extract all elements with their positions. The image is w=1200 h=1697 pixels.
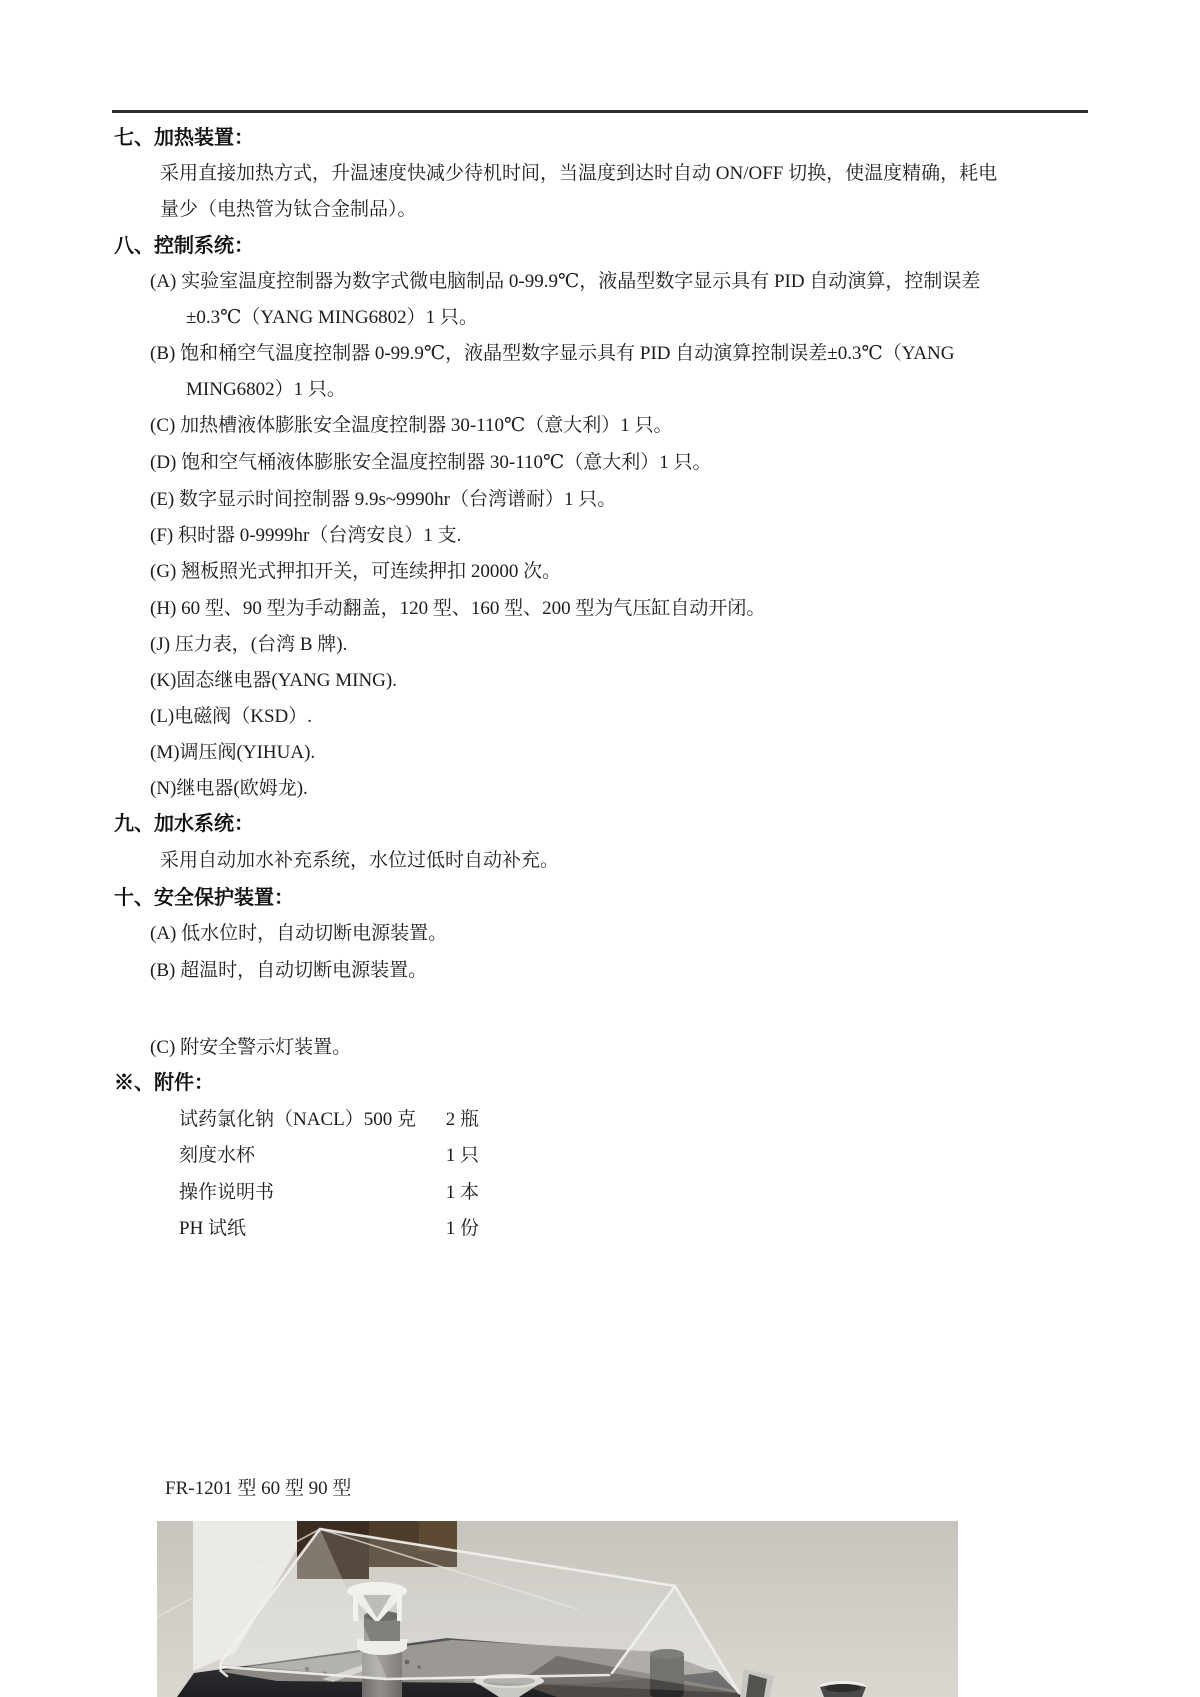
section-heading-control: 八、控制系统： [114, 235, 254, 257]
list-item-line: (D) 饱和空气桶液体膨胀安全温度控制器 30-110℃（意大利）1 只。 [150, 452, 712, 473]
accessory-qty: 2 瓶 [445, 1109, 480, 1130]
section-heading-water: 九、加水系统： [114, 813, 254, 835]
list-item-line: (F) 积时器 0-9999hr（台湾安良）1 支. [150, 525, 462, 546]
accessory-qty: 1 份 [445, 1218, 480, 1239]
list-item-line: ±0.3℃（YANG MING6802）1 只。 [186, 307, 478, 328]
list-item-line: (G) 翘板照光式押扣开关，可连续押扣 20000 次。 [150, 561, 562, 582]
list-item-line: (C) 附安全警示灯装置。 [150, 1037, 352, 1058]
list-item-line: (L)电磁阀（KSD）. [150, 706, 313, 727]
section-heading-accessories: ※、附件： [114, 1072, 214, 1094]
accessory-name: 操作说明书 [179, 1182, 275, 1203]
list-item-line: (A) 实验室温度控制器为数字式微电脑制品 0-99.9℃，液晶型数字显示具有 PID 自动演算，控制误差 [150, 271, 981, 292]
accessory-name: 刻度水杯 [179, 1145, 256, 1166]
accessory-name: 试药氯化钠（NACL）500 克 [179, 1109, 416, 1130]
horizontal-rule [112, 110, 1088, 113]
accessory-name: PH 试纸 [179, 1218, 247, 1239]
product-photo [157, 1521, 958, 1697]
body-line: 量少（电热管为钛合金制品）。 [160, 199, 417, 220]
accessory-qty: 1 只 [445, 1145, 480, 1166]
body-line: 采用自动加水补充系统，水位过低时自动补充。 [160, 850, 560, 871]
figure-caption: FR-1201 型 60 型 90 型 [165, 1478, 352, 1499]
list-item-line: (B) 饱和桶空气温度控制器 0-99.9℃，液晶型数字显示具有 PID 自动演算控制误差±0.3℃（YANG [150, 343, 955, 364]
list-item-line: (C) 加热槽液体膨胀安全温度控制器 30-110℃（意大利）1 只。 [150, 415, 673, 436]
accessory-row [179, 1217, 479, 1241]
list-item-line: (J) 压力表，(台湾 B 牌). [150, 634, 348, 655]
list-item-line: (K)固态继电器(YANG MING). [150, 670, 397, 691]
section-heading-safety: 十、安全保护装置： [114, 887, 294, 909]
accessory-row [179, 1144, 479, 1168]
list-item-line: (M)调压阀(YIHUA). [150, 742, 316, 763]
accessory-qty: 1 本 [445, 1182, 480, 1203]
list-item-line: MING6802）1 只。 [186, 379, 346, 400]
salt-spray-chamber-illustration [157, 1521, 958, 1697]
list-item-line: (B) 超温时，自动切断电源装置。 [150, 960, 428, 981]
section-heading-heating: 七、加热装置： [114, 127, 254, 149]
accessory-row [179, 1108, 479, 1132]
list-item-line: (A) 低水位时，自动切断电源装置。 [150, 923, 448, 944]
accessory-row [179, 1181, 479, 1205]
list-item-line: (E) 数字显示时间控制器 9.9s~9990hr（台湾谱耐）1 只。 [150, 489, 617, 510]
list-item-line: (N)继电器(欧姆龙). [150, 778, 308, 799]
list-item-line: (H) 60 型、90 型为手动翻盖，120 型、160 型、200 型为气压缸自动开闭。 [150, 598, 766, 619]
body-line: 采用直接加热方式，升温速度快减少待机时间，当温度到达时自动 ON/OFF 切换，使温度精确，耗电 [160, 163, 998, 184]
